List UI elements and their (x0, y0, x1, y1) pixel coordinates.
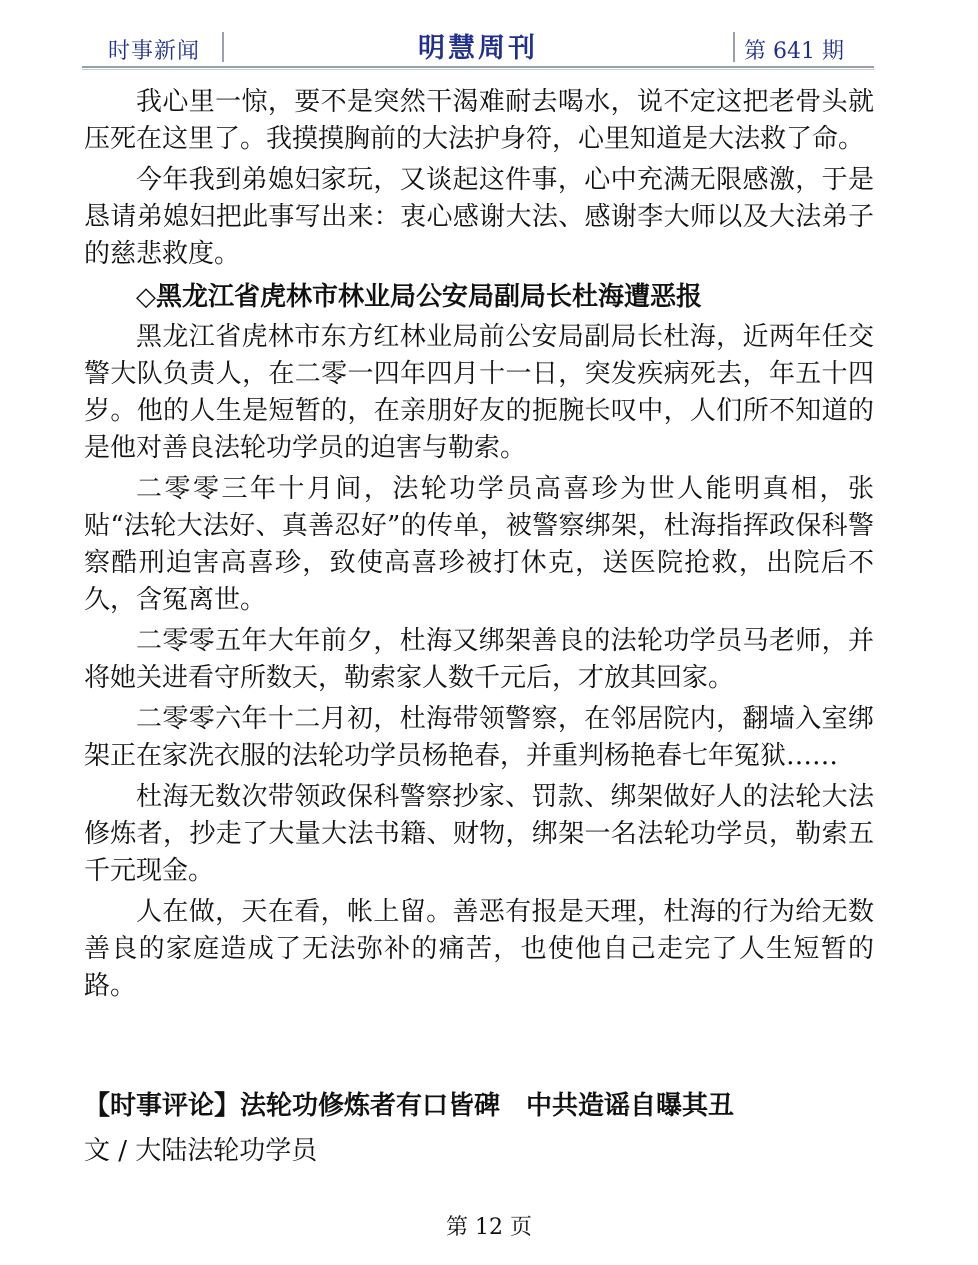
page-header (82, 22, 874, 70)
header-rule-thin (82, 69, 874, 70)
paragraph: 今年我到弟媳妇家玩，又谈起这件事，心中充满无限感激，于是恳请弟媳妇把此事写出来：衷心感谢大法、感谢李大师以及大法弟子的慈悲救度。 (84, 165, 874, 269)
header-divider-right (733, 32, 735, 62)
paragraph: 人在做，天在看，帐上留。善恶有报是天理，杜海的行为给无数善良的家庭造成了无法弥补的痛苦，也使他自己走完了人生短暂的路。 (84, 897, 874, 1001)
commentary-title: 【时事评论】法轮功修炼者有口皆碑 中共造谣自曝其丑 (84, 1091, 735, 1121)
header-issue-number: 第 641 期 (744, 39, 844, 64)
page-number: 第 12 页 (446, 1215, 532, 1240)
section-heading: ◇黑龙江省虎林市林业局公安局副局长杜海遭恶报 (136, 282, 702, 312)
article-body (84, 84, 874, 1009)
paragraph: 二零零六年十二月初，杜海带领警察，在邻居院内，翻墙入室绑架正在家洗衣服的法轮功学员杨艳春，并重判杨艳春七年冤狱…… (84, 704, 874, 771)
commentary-byline: 文 / 大陆法轮功学员 (84, 1136, 318, 1166)
header-rule (82, 66, 874, 68)
paragraph: 二零零三年十月间，法轮功学员高喜珍为世人能明真相，张贴“法轮大法好、真善忍好”的传单，被警察绑架，杜海指挥政保科警察酷刑迫害高喜珍，致使高喜珍被打休克，送医院抢救，出院后不久，含冤离世。 (84, 474, 874, 615)
paragraph: 杜海无数次带领政保科警察抄家、罚款、绑架做好人的法轮大法修炼者，抄走了大量大法书籍、财物，绑架一名法轮功学员，勒索五千元现金。 (84, 782, 874, 886)
paragraph: 二零零五年大年前夕，杜海又绑架善良的法轮功学员马老师，并将她关进看守所数天，勒索家人数千元后，才放其回家。 (84, 626, 874, 693)
paragraph: 我心里一惊，要不是突然干渴难耐去喝水，说不定这把老骨头就压死在这里了。我摸摸胸前的大法护身符，心里知道是大法救了命。 (84, 87, 874, 154)
header-publication-title: 明慧周刊 (418, 33, 538, 64)
header-section-label: 时事新闻 (108, 39, 201, 64)
paragraph: 黑龙江省虎林市东方红林业局前公安局副局长杜海，近两年任交警大队负责人，在二零一四年四月十一日，突发疾病死去，年五十四岁。他的人生是短暂的，在亲朋好友的扼腕长叹中，人们所不知道的是他对善良法轮功学员的迫害与勒索。 (84, 322, 874, 463)
